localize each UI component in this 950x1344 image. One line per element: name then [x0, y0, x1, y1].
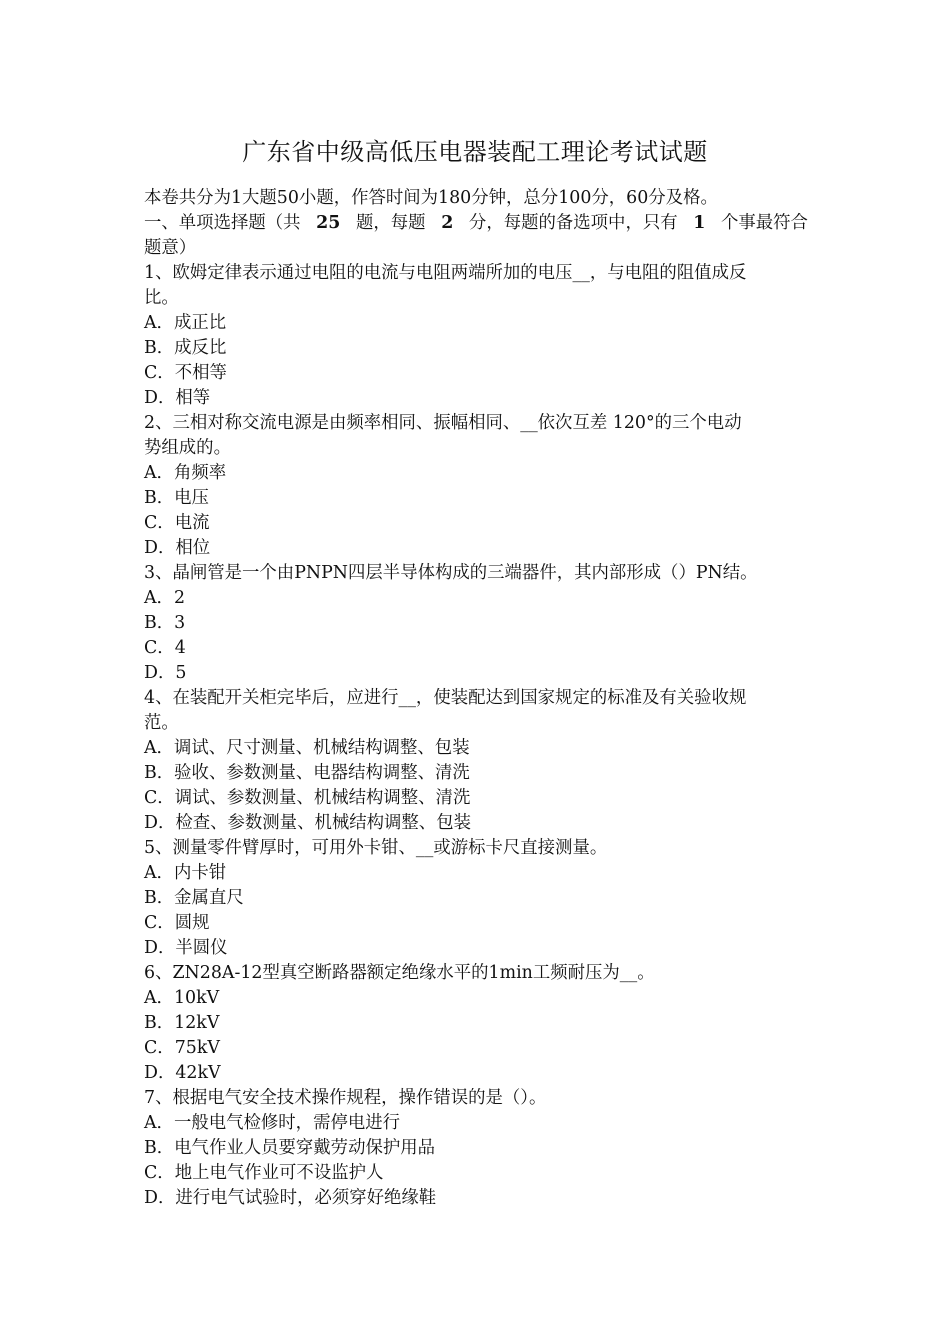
option-d: D．进行电气试验时，必须穿好绝缘鞋: [144, 1188, 437, 1208]
points-per-question: 2: [441, 213, 454, 233]
option-a: A．2: [144, 588, 186, 608]
section-heading-text: 个事最符合: [720, 213, 808, 233]
option-d: D．42kV: [144, 1063, 221, 1083]
option-b: B．3: [144, 613, 186, 633]
section-heading-text: 分，每题的备选项中，只有: [468, 213, 678, 233]
question-1: [144, 261, 808, 411]
question-stem: 6、ZN28A-12型真空断路器额定绝缘水平的1min工频耐压为__。: [144, 963, 655, 983]
option-c: C．75kV: [144, 1038, 220, 1058]
question-count: 25: [316, 213, 341, 233]
option-d: D．检查、参数测量、机械结构调整、包装: [144, 813, 471, 833]
option-a: A．角频率: [144, 463, 227, 483]
section-heading-text: 一、单项选择题（共: [144, 213, 301, 233]
option-b: B．成反比: [144, 338, 227, 358]
option-a: A．10kV: [144, 988, 220, 1008]
question-stem: 2、三相对称交流电源是由频率相同、振幅相同、__依次互差 120°的三个电动: [144, 413, 742, 433]
exam-intro: 本卷共分为1大题50小题，作答时间为180分钟，总分100分，60分及格。: [144, 188, 718, 208]
section-heading-line-2: 题意）: [144, 238, 197, 258]
question-stem: 5、测量零件臂厚时，可用外卡钳、__或游标卡尺直接测量。: [144, 838, 608, 858]
option-c: C．地上电气作业可不设监护人: [144, 1163, 384, 1183]
question-2: [144, 411, 808, 561]
question-stem: 3、晶闸管是一个由PNPN四层半导体构成的三端器件，其内部形成（）PN结。: [144, 563, 758, 583]
question-stem: 7、根据电气安全技术操作规程，操作错误的是（）。: [144, 1088, 547, 1108]
question-stem: 1、欧姆定律表示通过电阻的电流与电阻两端所加的电压__，与电阻的阻值成反: [144, 263, 747, 283]
option-a: A．成正比: [144, 313, 227, 333]
option-d: D．相位: [144, 538, 211, 558]
option-b: B．验收、参数测量、电器结构调整、清洗: [144, 763, 470, 783]
question-7: [144, 1086, 808, 1211]
question-stem: 范。: [144, 713, 179, 733]
question-3: [144, 561, 808, 686]
option-c: C．圆规: [144, 913, 210, 933]
option-a: A．一般电气检修时，需停电进行: [144, 1113, 401, 1133]
option-a: A．调试、尺寸测量、机械结构调整、包装: [144, 738, 470, 758]
section-heading-text: 题，每题: [355, 213, 426, 233]
question-stem: 4、在装配开关柜完毕后，应进行__，使装配达到国家规定的标准及有关验收规: [144, 688, 747, 708]
option-b: B．12kV: [144, 1013, 220, 1033]
document-title: 广东省中级高低压电器装配工理论考试试题: [242, 138, 708, 166]
option-b: B．电压: [144, 488, 209, 508]
section-heading-line-1: [144, 211, 808, 236]
question-6: [144, 961, 808, 1086]
option-c: C．不相等: [144, 363, 227, 383]
option-c: C．电流: [144, 513, 210, 533]
question-5: [144, 836, 808, 961]
option-b: B．金属直尺: [144, 888, 244, 908]
option-d: D．半圆仪: [144, 938, 228, 958]
option-d: D．相等: [144, 388, 211, 408]
question-4: [144, 686, 808, 836]
question-stem: 比。: [144, 288, 179, 308]
option-a: A．内卡钳: [144, 863, 227, 883]
option-c: C．调试、参数测量、机械结构调整、清洗: [144, 788, 471, 808]
option-c: C．4: [144, 638, 186, 658]
option-b: B．电气作业人员要穿戴劳动保护用品: [144, 1138, 436, 1158]
exam-content: [144, 186, 808, 1211]
correct-option-count: 1: [693, 213, 706, 233]
option-d: D．5: [144, 663, 187, 683]
question-stem: 势组成的。: [144, 438, 231, 458]
